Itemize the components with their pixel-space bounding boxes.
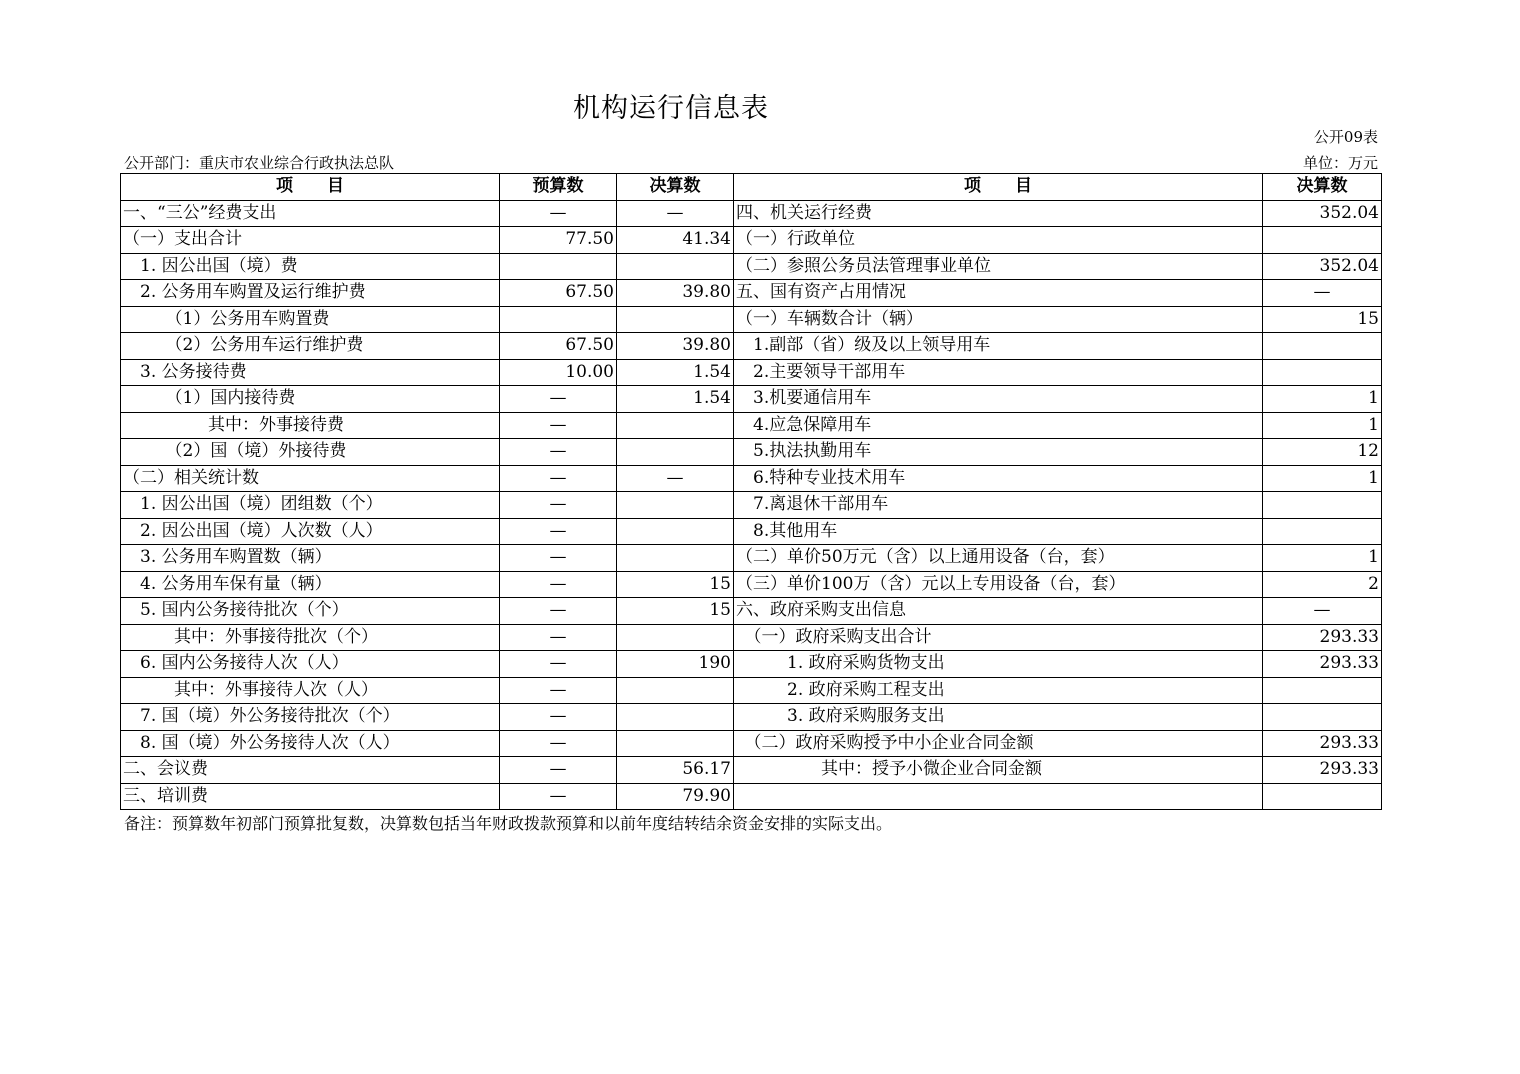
left-item: 7. 国（境）外公务接待批次（个） [121, 704, 500, 731]
right-item: 2. 政府采购工程支出 [734, 677, 1263, 704]
right-item: （三）单价100万（含）元以上专用设备（台，套） [734, 571, 1263, 598]
table-row [121, 253, 1382, 280]
final-value: 79.90 [617, 783, 734, 810]
budget-value: — [500, 465, 617, 492]
left-item: 4. 公务用车保有量（辆） [121, 571, 500, 598]
left-item: 三、培训费 [121, 783, 500, 810]
budget-value: — [500, 412, 617, 439]
right-final-value: 352.04 [1263, 200, 1382, 227]
table-row [121, 200, 1382, 227]
right-item: 7.离退休干部用车 [734, 492, 1263, 519]
budget-value: — [500, 757, 617, 784]
header-budget: 预算数 [500, 174, 617, 201]
budget-value: — [500, 545, 617, 572]
right-final-value: 293.33 [1263, 730, 1382, 757]
right-final-value [1263, 227, 1382, 254]
budget-value: — [500, 571, 617, 598]
right-final-value: 293.33 [1263, 624, 1382, 651]
right-final-value [1263, 704, 1382, 731]
budget-value: — [500, 439, 617, 466]
final-value [617, 518, 734, 545]
budget-value: — [500, 783, 617, 810]
table-row [121, 333, 1382, 360]
left-item: 其中：外事接待批次（个） [121, 624, 500, 651]
budget-value: — [500, 624, 617, 651]
final-value [617, 306, 734, 333]
final-value: 39.80 [617, 280, 734, 307]
final-value: — [617, 200, 734, 227]
left-item: 其中：外事接待费 [121, 412, 500, 439]
final-value: 1.54 [617, 386, 734, 413]
right-item: 4.应急保障用车 [734, 412, 1263, 439]
header-final-left: 决算数 [617, 174, 734, 201]
final-value: 15 [617, 598, 734, 625]
final-value: 41.34 [617, 227, 734, 254]
right-item: 1.副部（省）级及以上领导用车 [734, 333, 1263, 360]
left-item: 1. 因公出国（境）费 [121, 253, 500, 280]
budget-value: 67.50 [500, 280, 617, 307]
right-final-value: 15 [1263, 306, 1382, 333]
budget-value: — [500, 492, 617, 519]
table-header-row [121, 174, 1382, 201]
budget-value: — [500, 518, 617, 545]
header-item-right: 项 目 [734, 174, 1263, 201]
final-value: 15 [617, 571, 734, 598]
final-value [617, 412, 734, 439]
left-item: （二）相关统计数 [121, 465, 500, 492]
right-final-value [1263, 359, 1382, 386]
right-item: 5.执法执勤用车 [734, 439, 1263, 466]
right-item: 3.机要通信用车 [734, 386, 1263, 413]
right-item: 五、国有资产占用情况 [734, 280, 1263, 307]
table-row [121, 598, 1382, 625]
left-item: （2）国（境）外接待费 [121, 439, 500, 466]
final-value [617, 624, 734, 651]
table-row [121, 730, 1382, 757]
right-item: 6.特种专业技术用车 [734, 465, 1263, 492]
right-final-value [1263, 783, 1382, 810]
right-item [734, 783, 1263, 810]
right-final-value: 1 [1263, 412, 1382, 439]
right-final-value [1263, 518, 1382, 545]
budget-value: 67.50 [500, 333, 617, 360]
left-item: 其中：外事接待人次（人） [121, 677, 500, 704]
right-item: （一）车辆数合计（辆） [734, 306, 1263, 333]
table-row [121, 757, 1382, 784]
form-number: 公开09表 [1313, 128, 1378, 146]
right-item: （二）政府采购授予中小企业合同金额 [734, 730, 1263, 757]
left-item: 5. 国内公务接待批次（个） [121, 598, 500, 625]
final-value: 56.17 [617, 757, 734, 784]
left-item: （一）支出合计 [121, 227, 500, 254]
right-final-value: 1 [1263, 545, 1382, 572]
table-row [121, 280, 1382, 307]
right-item: 2.主要领导干部用车 [734, 359, 1263, 386]
budget-value: — [500, 677, 617, 704]
left-item: （1）国内接待费 [121, 386, 500, 413]
final-value [617, 677, 734, 704]
table-row [121, 306, 1382, 333]
unit-label: 单位：万元 [1302, 154, 1378, 172]
left-item: （2）公务用车运行维护费 [121, 333, 500, 360]
right-final-value [1263, 677, 1382, 704]
table-row [121, 359, 1382, 386]
budget-value [500, 253, 617, 280]
right-final-value: 2 [1263, 571, 1382, 598]
left-item: （1）公务用车购置费 [121, 306, 500, 333]
page-title: 机构运行信息表 [573, 93, 769, 124]
table-row [121, 227, 1382, 254]
right-item: （一）政府采购支出合计 [734, 624, 1263, 651]
budget-value: 10.00 [500, 359, 617, 386]
right-final-value [1263, 333, 1382, 360]
left-item: 3. 公务接待费 [121, 359, 500, 386]
right-item: （二）单价50万元（含）以上通用设备（台，套） [734, 545, 1263, 572]
table-row [121, 412, 1382, 439]
footnote: 备注：预算数年初部门预算批复数，决算数包括当年财政拨款预算和以前年度结转结余资金安排的实际支出。 [124, 814, 893, 833]
left-item: 2. 因公出国（境）人次数（人） [121, 518, 500, 545]
table-row [121, 465, 1382, 492]
final-value [617, 253, 734, 280]
budget-value: — [500, 598, 617, 625]
right-final-value: 1 [1263, 465, 1382, 492]
right-item: 8.其他用车 [734, 518, 1263, 545]
header-item-left: 项 目 [121, 174, 500, 201]
budget-value: — [500, 730, 617, 757]
table-row [121, 704, 1382, 731]
budget-value: — [500, 200, 617, 227]
table-row [121, 492, 1382, 519]
budget-value: 77.50 [500, 227, 617, 254]
final-value: — [617, 465, 734, 492]
right-item: 四、机关运行经费 [734, 200, 1263, 227]
right-final-value: 293.33 [1263, 757, 1382, 784]
table-row [121, 783, 1382, 810]
table-row [121, 545, 1382, 572]
left-item: 2. 公务用车购置及运行维护费 [121, 280, 500, 307]
left-item: 二、会议费 [121, 757, 500, 784]
right-final-value: 293.33 [1263, 651, 1382, 678]
table-row [121, 518, 1382, 545]
right-item: 六、政府采购支出信息 [734, 598, 1263, 625]
budget-value: — [500, 704, 617, 731]
final-value [617, 439, 734, 466]
final-value [617, 730, 734, 757]
department-label: 公开部门：重庆市农业综合行政执法总队 [124, 154, 395, 172]
table-row [121, 571, 1382, 598]
left-item: 一、“三公”经费支出 [121, 200, 500, 227]
final-value [617, 704, 734, 731]
budget-value [500, 306, 617, 333]
budget-value: — [500, 386, 617, 413]
right-item: （一）行政单位 [734, 227, 1263, 254]
left-item: 1. 因公出国（境）团组数（个） [121, 492, 500, 519]
right-item: （二）参照公务员法管理事业单位 [734, 253, 1263, 280]
left-item: 6. 国内公务接待人次（人） [121, 651, 500, 678]
right-final-value: 352.04 [1263, 253, 1382, 280]
left-item: 8. 国（境）外公务接待人次（人） [121, 730, 500, 757]
final-value: 190 [617, 651, 734, 678]
final-value: 1.54 [617, 359, 734, 386]
final-value [617, 545, 734, 572]
table-row [121, 651, 1382, 678]
table-row [121, 624, 1382, 651]
table-row [121, 677, 1382, 704]
final-value: 39.80 [617, 333, 734, 360]
right-final-value [1263, 492, 1382, 519]
table-row [121, 386, 1382, 413]
right-item: 其中：授予小微企业合同金额 [734, 757, 1263, 784]
table-row [121, 439, 1382, 466]
budget-value: — [500, 651, 617, 678]
right-final-value: 1 [1263, 386, 1382, 413]
right-final-value: — [1263, 280, 1382, 307]
left-item: 3. 公务用车购置数（辆） [121, 545, 500, 572]
institution-operation-table [120, 173, 1382, 810]
right-final-value: — [1263, 598, 1382, 625]
header-final-right: 决算数 [1263, 174, 1382, 201]
right-item: 3. 政府采购服务支出 [734, 704, 1263, 731]
right-item: 1. 政府采购货物支出 [734, 651, 1263, 678]
final-value [617, 492, 734, 519]
right-final-value: 12 [1263, 439, 1382, 466]
